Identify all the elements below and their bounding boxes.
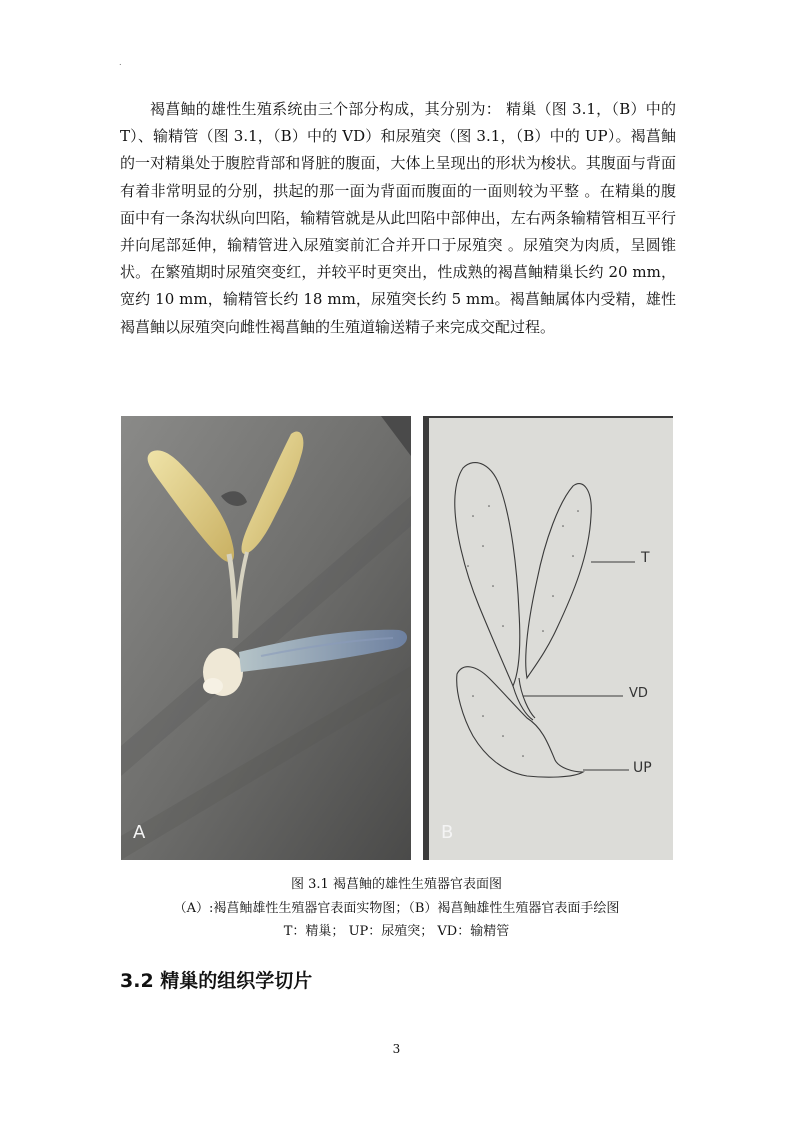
panel-a-label: A xyxy=(133,822,146,843)
drawing-label-up: UP xyxy=(633,760,652,776)
figure-panel-b-drawing xyxy=(423,416,673,860)
header-mark: . xyxy=(119,58,122,67)
section-heading: 3.2 精巢的组织学切片 xyxy=(120,970,313,992)
page-number: 3 xyxy=(392,1042,401,1056)
figure-caption-abbreviations: T：精巢； UP：尿殖突； VD：输精管 xyxy=(283,924,510,939)
panel-b-label: B xyxy=(441,822,454,843)
drawing-label-vd: VD xyxy=(629,686,648,701)
drawing-label-t: T xyxy=(641,550,650,566)
figure-caption-panels: （A）:褐菖鲉雄性生殖器官表面实物图；（B）褐菖鲉雄性生殖器官表面手绘图 xyxy=(173,901,620,916)
body-paragraph: 褐菖鲉的雄性生殖系统由三个部分构成，其分别为： 精巢（图 3.1，（B）中的 T）、输精管（图 3.1，（B）中的 VD）和尿殖突（图 3.1，（B）中的 UP）。褐菖鲉的一对精巢处于腹腔背部和肾脏的腹面，大体上呈现出的形状为梭状。其腹面与背面有着非常明显的分别，拱起的那一面为背面而腹面的一面则较为平整 。在精巢的腹面中有一条沟状纵向凹陷，输精管就是从此凹陷中部伸出，左右两条输精管相互平行并向尾部延伸，输精管进入尿殖窦前汇合并开口于尿殖突 。尿殖突为肉质，呈圆锥状。在繁殖期时尿殖突变红，并较平时更突出，性成熟的褐菖鲉精巢长约 20 mm，宽约 10 mm，输精管长约 18 mm，尿殖突长约 5 mm。褐菖鲉属体内受精，雄性褐菖鲉以尿殖突向雌性褐菖鲉的生殖道输送精子来完成交配过程。 xyxy=(120,100,676,336)
specimen-photo-illustration xyxy=(121,416,411,860)
hand-drawing-illustration xyxy=(423,416,673,860)
figure-panel-a-photo xyxy=(121,416,411,860)
figure-caption-title: 图 3.1 褐菖鲉的雄性生殖器官表面图 xyxy=(291,877,502,892)
